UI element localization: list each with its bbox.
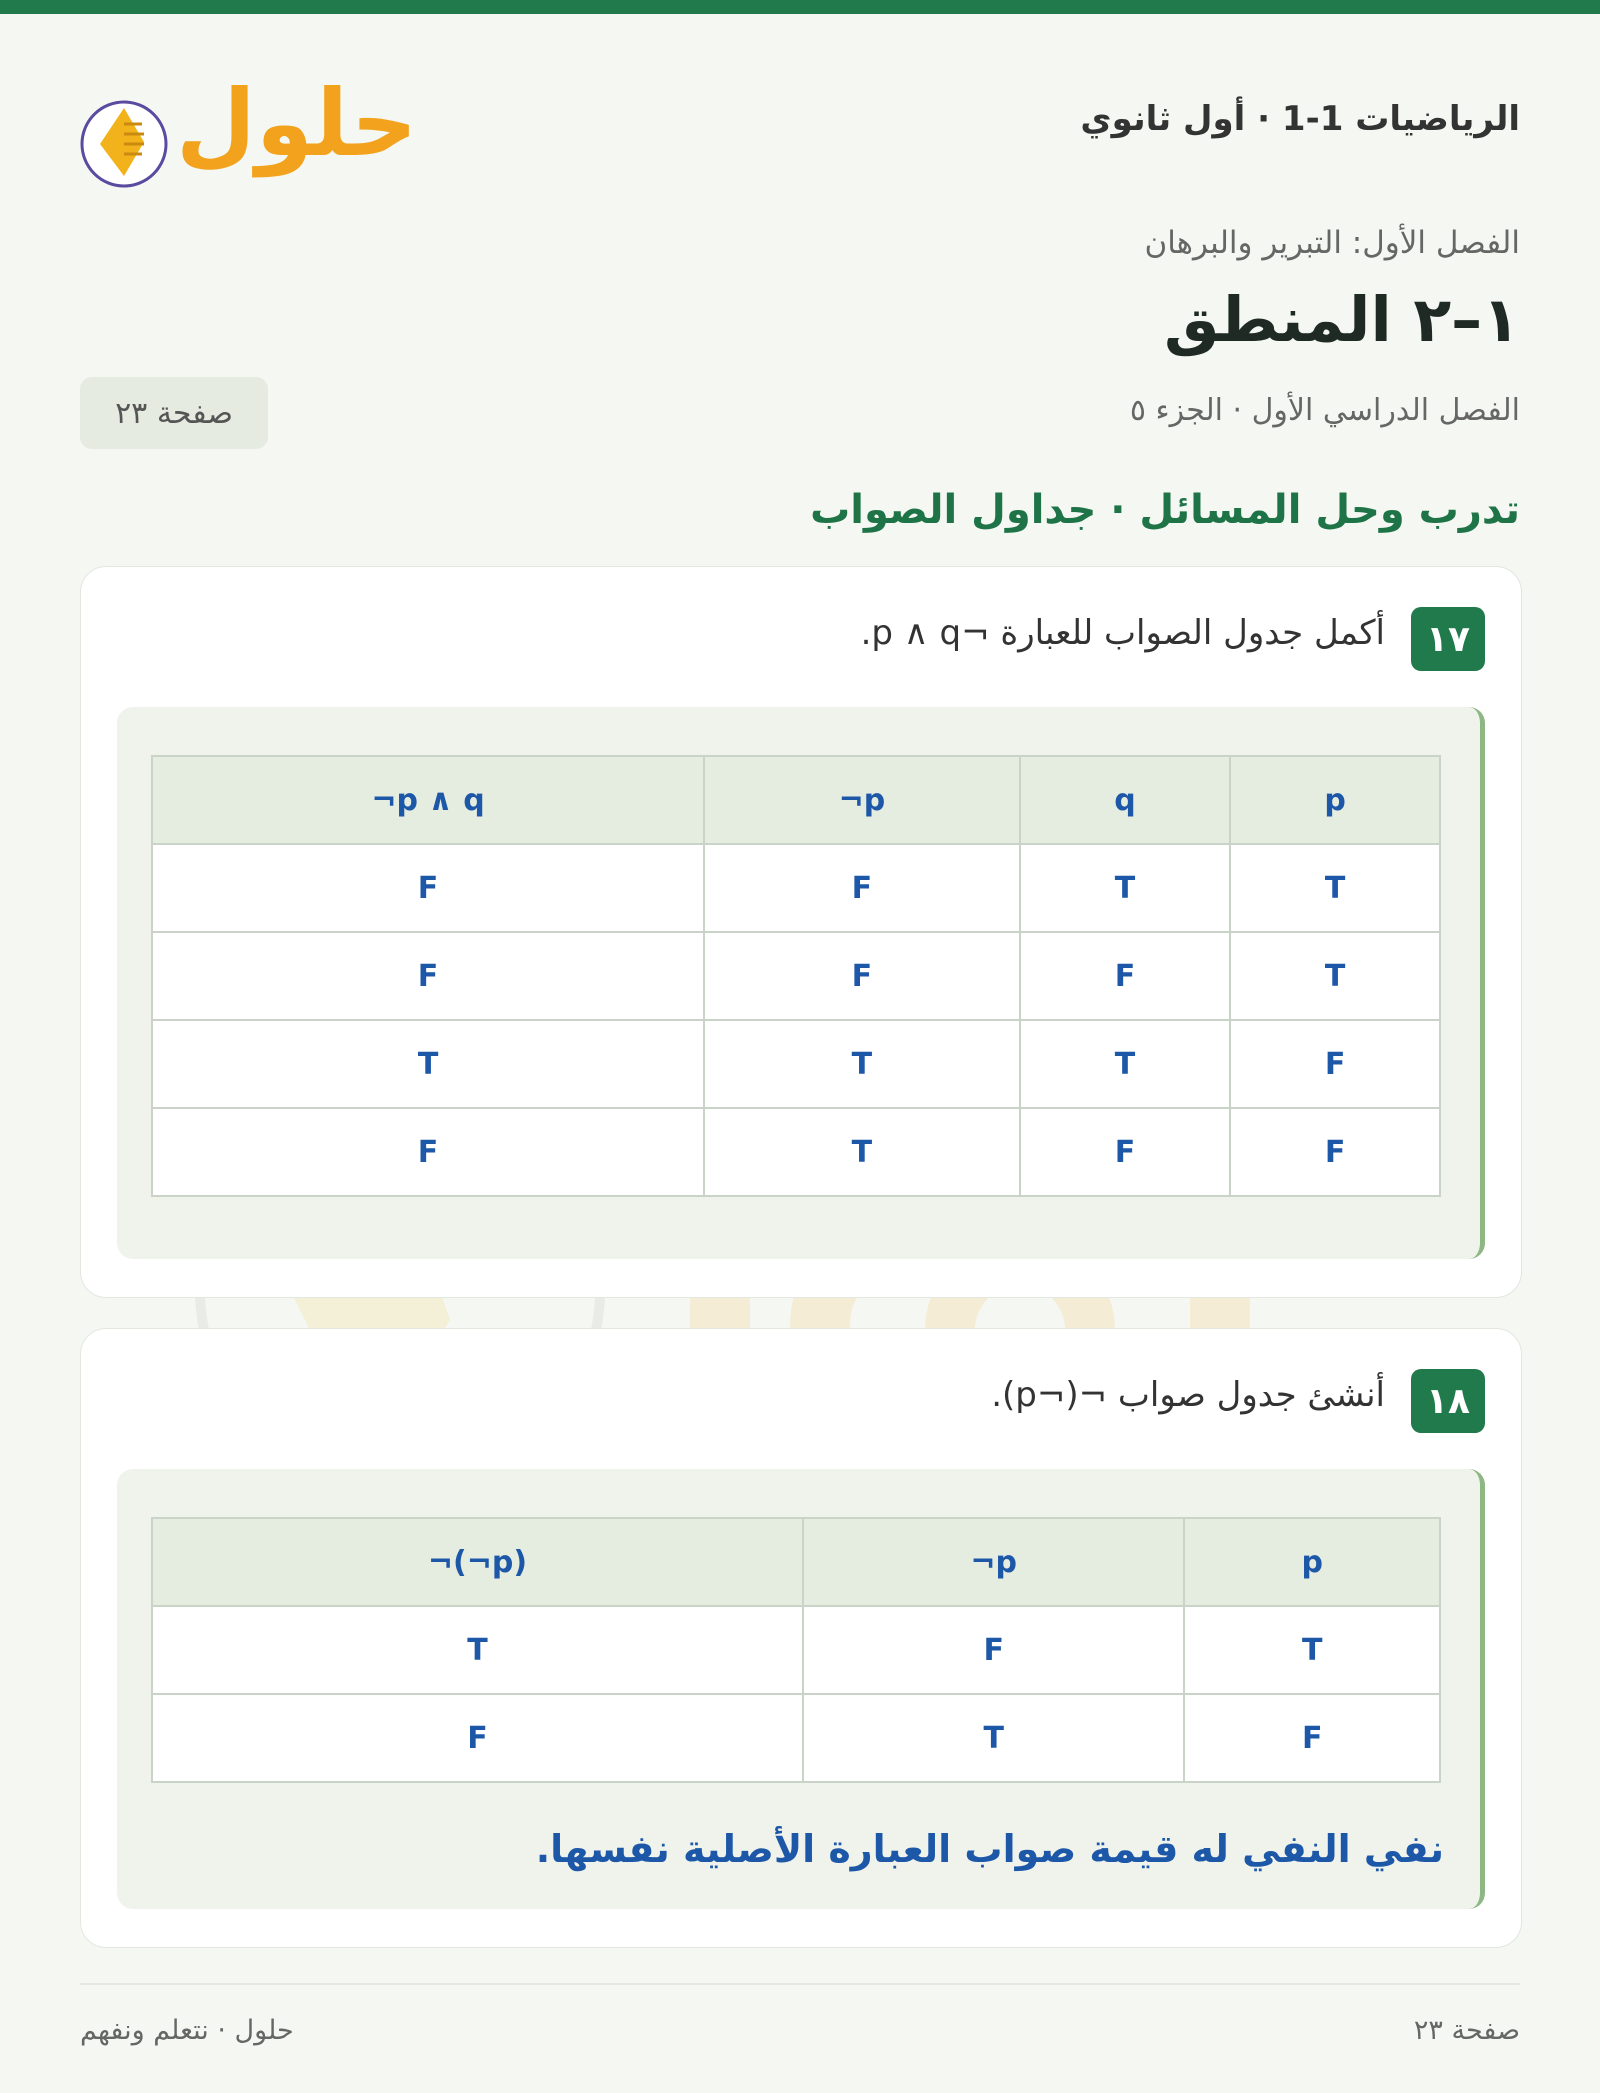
column-header: ¬(¬p): [152, 1518, 803, 1606]
table-cell: T: [704, 1020, 1020, 1108]
table-cell: T: [803, 1694, 1184, 1782]
answer-note: نفي النفي له قيمة صواب العبارة الأصلية نفسها.: [535, 1827, 1444, 1871]
table-header-row: [152, 756, 1440, 844]
table-cell: T: [1184, 1606, 1440, 1694]
table-cell: F: [1184, 1694, 1440, 1782]
table-cell: F: [152, 844, 704, 932]
table-cell: T: [1230, 932, 1440, 1020]
table-cell: T: [1020, 844, 1231, 932]
table-cell: F: [152, 932, 704, 1020]
chapter-label: الفصل الأول: التبرير والبرهان: [1144, 225, 1520, 261]
table-row: [152, 1020, 1440, 1108]
footer-brand: حلول · نتعلم ونفهم: [80, 2015, 294, 2046]
table-cell: F: [1230, 1020, 1440, 1108]
question-text: أنشئ جدول صواب ¬(¬p).: [991, 1375, 1385, 1415]
column-header: q: [1020, 756, 1231, 844]
column-header: p: [1230, 756, 1440, 844]
lesson-title: ١–٢ المنطق: [1164, 283, 1520, 356]
table-cell: F: [152, 1694, 803, 1782]
table-cell: F: [152, 1108, 704, 1196]
table-cell: T: [704, 1108, 1020, 1196]
table-cell: T: [1230, 844, 1440, 932]
table-row: [152, 1108, 1440, 1196]
question-text: أكمل جدول الصواب للعبارة ¬p ∧ q.: [860, 613, 1385, 653]
column-header: ¬p: [704, 756, 1020, 844]
top-accent-bar: [0, 0, 1600, 14]
subject-title: الرياضيات 1-1 · أول ثانوي: [1080, 99, 1520, 139]
question-card-17: [80, 566, 1522, 1298]
table-cell: F: [1020, 932, 1231, 1020]
question-card-18: [80, 1328, 1522, 1948]
column-header: ¬p ∧ q: [152, 756, 704, 844]
footer-page-number: صفحة ٢٣: [1413, 2015, 1520, 2046]
table-header-row: [152, 1518, 1440, 1606]
page-header: [80, 14, 1520, 214]
page-badge: صفحة ٢٣: [80, 377, 268, 449]
answer-box: [117, 1469, 1485, 1909]
truth-table: [151, 1517, 1441, 1783]
table-row: [152, 1694, 1440, 1782]
hulul-logo[interactable]: [80, 64, 418, 194]
answer-box: [117, 707, 1485, 1259]
question-number-badge: ١٨: [1411, 1369, 1485, 1433]
section-title: تدرب وحل المسائل · جداول الصواب: [810, 487, 1520, 533]
truth-table: [151, 755, 1441, 1197]
table-cell: F: [803, 1606, 1184, 1694]
logo-text: حلول: [176, 70, 418, 177]
table-cell: F: [1230, 1108, 1440, 1196]
question-number-badge: ١٧: [1411, 607, 1485, 671]
table-row: [152, 932, 1440, 1020]
table-cell: T: [152, 1606, 803, 1694]
semester-label: الفصل الدراسي الأول · الجزء ٥: [1129, 393, 1520, 428]
column-header: ¬p: [803, 1518, 1184, 1606]
table-cell: F: [1020, 1108, 1231, 1196]
footer-divider: [80, 1983, 1520, 1985]
table-row: [152, 844, 1440, 932]
column-header: p: [1184, 1518, 1440, 1606]
table-cell: F: [704, 844, 1020, 932]
table-cell: F: [704, 932, 1020, 1020]
table-cell: T: [1020, 1020, 1231, 1108]
table-row: [152, 1606, 1440, 1694]
table-cell: T: [152, 1020, 704, 1108]
